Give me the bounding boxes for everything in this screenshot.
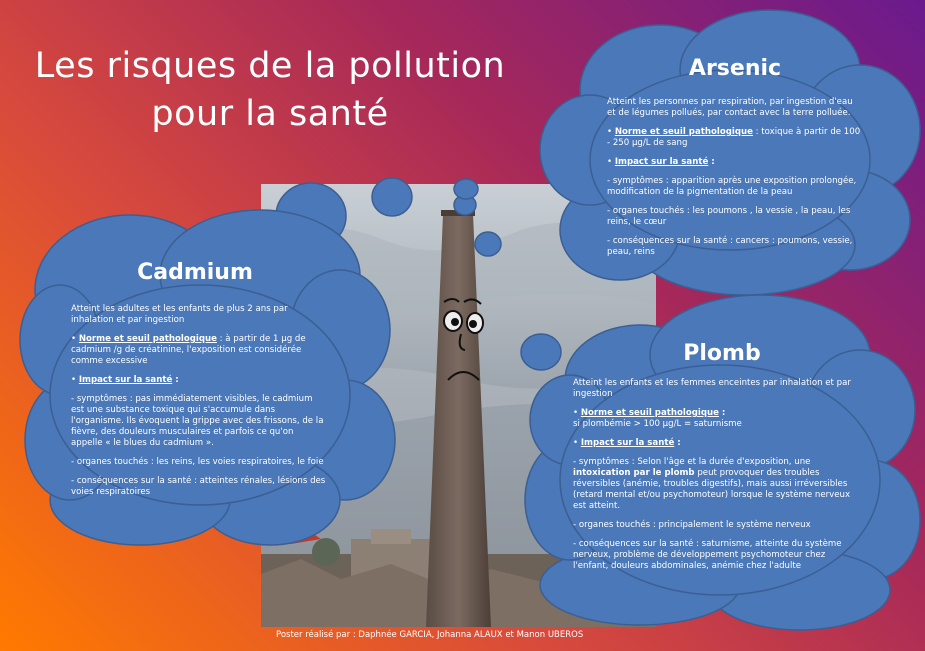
plomb-norme-label: Norme et seuil pathologique	[580, 408, 719, 418]
arsenic-impact-label: Impact sur la santé	[614, 157, 709, 167]
cadmium-symptomes: - symptômes : pas immédiatement visibles, le cadmium est une substance toxique qui s'accumule dans l'organisme. Ils évoquent la grippe avec des frissons, de la fièvre, des douleurs musculaires et parfois ce qu'on appelle « le blues du cadmium ».	[71, 394, 324, 448]
plomb-norme: • Norme et seuil pathologique : si plombémie > 100 µg/L = saturnisme	[573, 408, 742, 429]
plomb-symptomes: - symptômes : Selon l'âge et la durée d'exposition, une intoxication par le plomb peut provoquer des troubles réversibles (anémie, troubles digestifs), mais aussi irréversibles (retard mental et/ou psychomoteur) lorsque le système nerveux est atteint.	[573, 457, 851, 511]
cadmium-impact-label: Impact sur la santé	[78, 375, 173, 385]
cadmium-text	[71, 304, 327, 506]
cadmium-intro: Atteint les adultes et les enfants de plus 2 ans par inhalation et par ingestion	[71, 304, 288, 325]
title-line-2: pour la santé	[151, 94, 389, 134]
plomb-organes: - organes touchés : principalement le système nerveux	[573, 520, 811, 530]
cadmium-organes: - organes touchés : les reins, les voies respiratoires, le foie	[71, 457, 324, 467]
title-line-1: Les risques de la pollution	[34, 46, 506, 86]
arsenic-heading: Arsenic	[688, 56, 782, 81]
plomb-impact: • Impact sur la santé :	[573, 438, 681, 448]
arsenic-text	[607, 97, 862, 266]
cadmium-impact: • Impact sur la santé :	[71, 375, 179, 385]
arsenic-consequences: - conséquences sur la santé : cancers : poumons, vessie, peau, reins	[607, 236, 853, 257]
cadmium-norme: • Norme et seuil pathologique : à partir de 1 µg de cadmium /g de créatinine, l'exposition est considérée comme excessive	[71, 334, 306, 366]
arsenic-intro: Atteint les personnes par respiration, par ingestion d'eau et de légumes pollués, par contact avec la terre polluée.	[607, 97, 853, 118]
plomb-intro: Atteint les enfants et les femmes enceintes par inhalation et par ingestion	[573, 378, 851, 399]
arsenic-norme-label: Norme et seuil pathologique	[614, 127, 753, 137]
plomb-impact-label: Impact sur la santé	[580, 438, 675, 448]
plomb-consequences: - conséquences sur la santé : saturnisme, atteinte du système nerveux, problème de développement psychomoteur chez l'enfant, douleurs abdominales, anémie chez l'adulte	[573, 539, 842, 571]
poster-credit: Poster réalisé par : Daphnée GARCIA, Johanna ALAUX et Manon UBEROS	[276, 630, 584, 640]
plomb-text	[573, 378, 863, 580]
arsenic-symptomes: - symptômes : apparition après une exposition prolongée, modification de la pigmentation de la peau	[607, 176, 857, 197]
cadmium-norme-label: Norme et seuil pathologique	[78, 334, 217, 344]
plomb-heading: Plomb	[683, 341, 761, 366]
arsenic-organes: - organes touchés : les poumons , la vessie , la peau, les reins, le cœur	[607, 206, 851, 227]
cadmium-heading: Cadmium	[137, 260, 253, 285]
arsenic-impact: • Impact sur la santé :	[607, 157, 715, 167]
cadmium-consequences: - conséquences sur la santé : atteintes rénales, lésions des voies respiratoires	[71, 476, 326, 497]
arsenic-norme: • Norme et seuil pathologique : toxique à partir de 100 - 250 µg/L de sang	[607, 127, 861, 148]
